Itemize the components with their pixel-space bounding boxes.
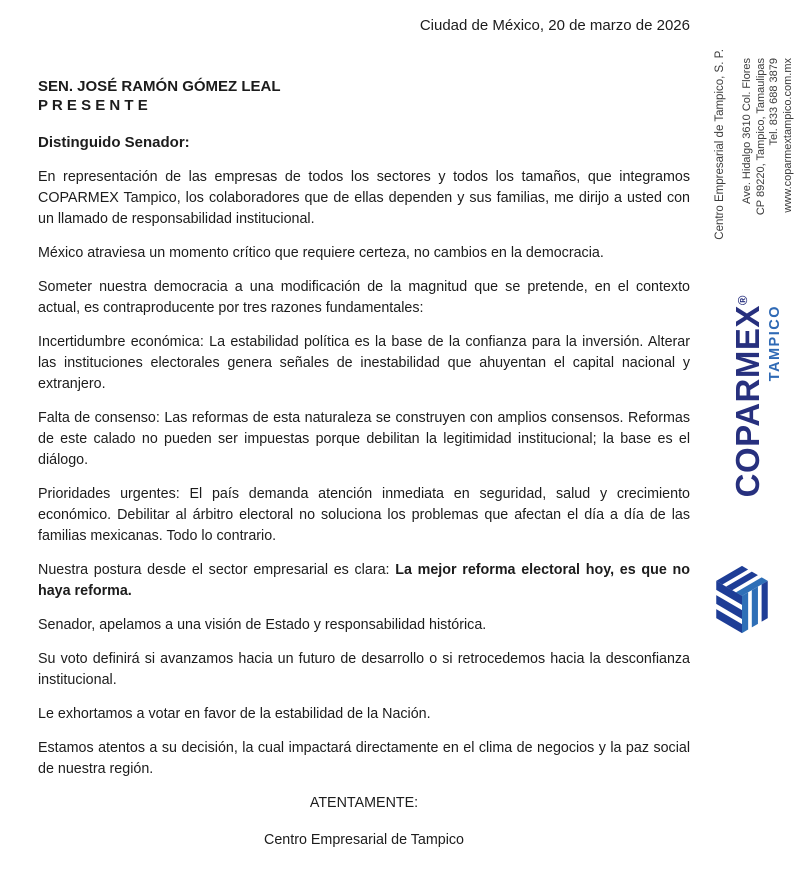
paragraph-prioridades: Prioridades urgentes: El país demanda atención inmediata en seguridad, salud y crecimiento económico. Debilitar al árbitro electoral no soluciona los problemas que afectan el día a día de las familias mexicanas. Todo lo contrario. bbox=[38, 486, 690, 544]
letterhead-org-name: Centro Empresarial de Tampico, S. P. bbox=[714, 49, 726, 240]
address-line-city: CP 89220, Tampico, Tamaulipas bbox=[754, 58, 767, 216]
coparmex-name: COPARMEX bbox=[729, 305, 766, 498]
closing-atentamente: ATENTAMENTE: bbox=[309, 795, 419, 811]
signature-org: Centro Empresarial de Tampico bbox=[264, 832, 464, 848]
letter-date: Ciudad de México, 20 de marzo de 2026 bbox=[419, 17, 690, 34]
address-line-website: www.coparmextampico.com.mx bbox=[781, 58, 794, 213]
recipient-block bbox=[38, 77, 690, 115]
recipient-presente: P R E S E N T E bbox=[38, 97, 148, 114]
recipient-name: SEN. JOSÉ RAMÓN GÓMEZ LEAL bbox=[38, 78, 281, 95]
postura-bold-statement: La mejor reforma electoral hoy, es que no haya reforma. bbox=[38, 562, 690, 599]
paragraph-representacion: En representación de las empresas de todos los sectores y todos los tamaños, que integramos COPARMEX Tampico, los colaboradores que de ellas dependen y sus familias, me dirijo a usted con un llamado de responsabilidad institucional. bbox=[38, 169, 690, 227]
paragraph-someter-democracia: Someter nuestra democracia a una modificación de la magnitud que se pretende, en el contexto actual, es contraproducente por tres razones fundamentales: bbox=[38, 279, 690, 316]
paragraph-postura bbox=[38, 560, 690, 602]
paragraph-falta-consenso: Falta de consenso: Las reformas de esta naturaleza se construyen con amplios consensos. Reformas de este calado no pueden ser impuestas porque debilitan la legitimidad institucional; la base es el diálogo. bbox=[38, 410, 690, 468]
paragraph-exhorto: Le exhortamos a votar en favor de la estabilidad de la Nación. bbox=[38, 706, 431, 722]
letterhead-address-block bbox=[741, 58, 797, 254]
coparmex-wordmark-block bbox=[725, 295, 785, 530]
coparmex-wordmark bbox=[725, 295, 766, 530]
registered-mark-icon: ® bbox=[735, 295, 750, 306]
paragraph-atentos: Estamos atentos a su decisión, la cual impactará directamente en el clima de negocios y la paz social de nuestra región. bbox=[38, 740, 690, 777]
address-line-phone: Tel. 833 688 3879 bbox=[768, 58, 780, 146]
coparmex-city-tampico: TAMPICO bbox=[767, 305, 783, 382]
cube-left-face bbox=[716, 581, 742, 633]
paragraph-vision-estado: Senador, apelamos a una visión de Estado y responsabilidad histórica. bbox=[38, 617, 487, 633]
paragraph-momento-critico: México atraviesa un momento crítico que requiere certeza, no cambios en la democracia. bbox=[38, 245, 604, 261]
letter-body bbox=[38, 0, 690, 851]
address-line-street: Ave. Hidalgo 3610 Col. Flores bbox=[741, 58, 753, 204]
coparmex-cube-logo-icon bbox=[706, 553, 778, 646]
paragraph-su-voto: Su voto definirá si avanzamos hacia un futuro de desarrollo o si retrocedemos hacia la desconfianza institucional. bbox=[38, 651, 690, 688]
salutation: Distinguido Senador: bbox=[38, 134, 190, 151]
paragraph-incertidumbre: Incertidumbre económica: La estabilidad política es la base de la confianza para la inversión. Alterar las instituciones electorales genera señales de inestabilidad que ahuyentan el capital nacional y extranjero. bbox=[38, 334, 690, 392]
postura-prefix: Nuestra postura desde el sector empresarial es clara: bbox=[38, 562, 396, 578]
